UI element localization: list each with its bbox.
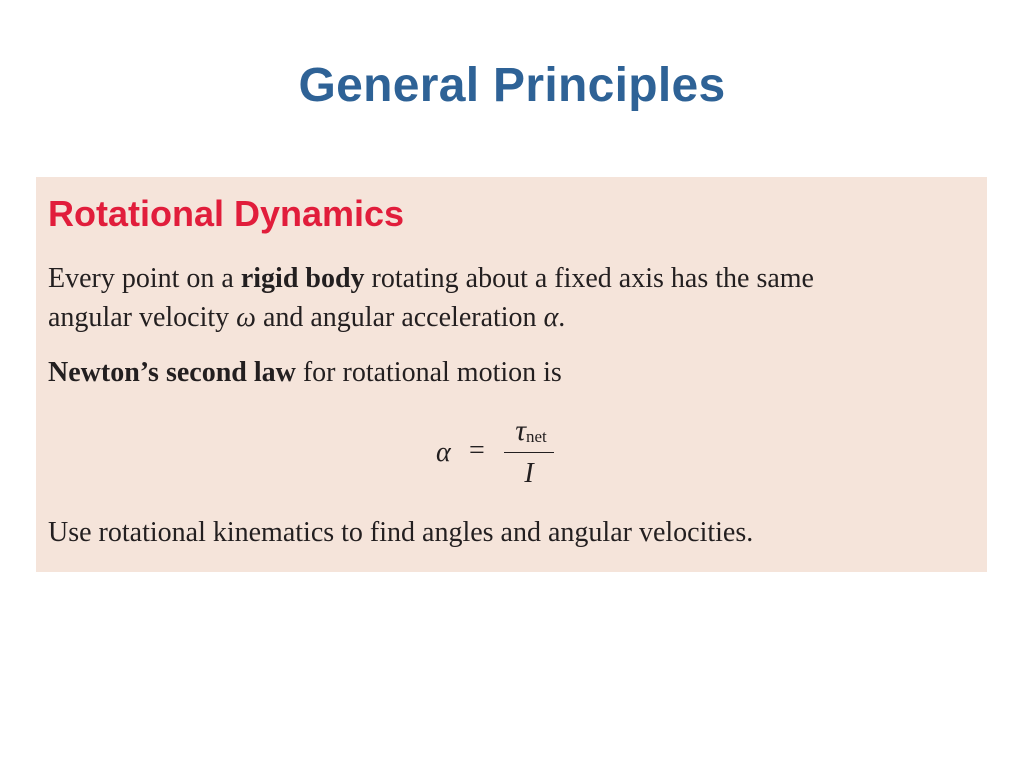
rotational-equation <box>436 416 596 494</box>
net-subscript: net <box>525 427 547 446</box>
para1-text-d: and angular acceleration <box>255 302 544 333</box>
para1-text-b: rotating about a fixed axis has the same <box>364 263 814 294</box>
paragraph-rigid-body <box>48 259 814 337</box>
omega-symbol: ω <box>236 302 256 333</box>
panel-heading: Rotational Dynamics <box>48 193 405 234</box>
para2-text: for rotational motion is <box>295 357 562 388</box>
para1-text-a: Every point on a <box>48 263 241 294</box>
equation-lhs: α <box>436 437 451 468</box>
para1-text-c: angular velocity <box>48 302 237 333</box>
rotational-dynamics-panel <box>36 177 987 572</box>
paragraph-newtons-law <box>48 353 562 392</box>
paragraph-kinematics: Use rotational kinematics to find angles and angular velocities. <box>48 517 754 548</box>
slide-title: General Principles <box>298 59 726 112</box>
tau-symbol: τ <box>515 414 526 447</box>
equation-numerator <box>506 416 556 446</box>
equation-denominator: I <box>524 458 534 489</box>
equation-equals: = <box>469 435 485 466</box>
newtons-second-law-term: Newton’s second law <box>48 357 296 388</box>
para1-text-e: . <box>558 302 566 333</box>
fraction-bar <box>504 452 554 453</box>
rigid-body-term: rigid body <box>240 263 365 294</box>
alpha-symbol: α <box>543 302 559 333</box>
